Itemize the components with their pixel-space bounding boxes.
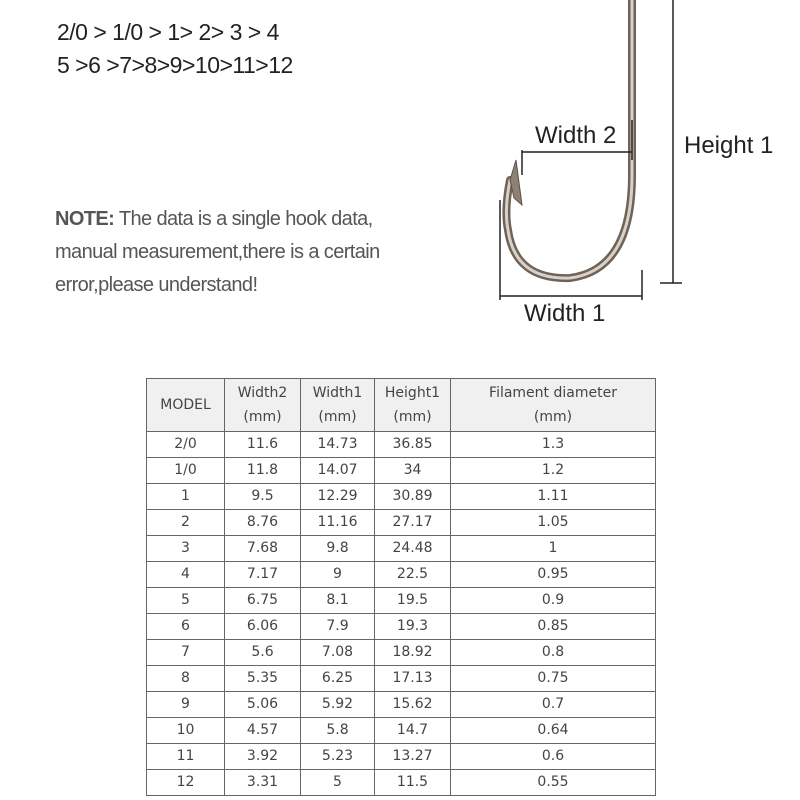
cell-height1: 34: [375, 458, 451, 484]
cell-model: 1: [147, 484, 225, 510]
cell-model: 8: [147, 666, 225, 692]
cell-model: 3: [147, 536, 225, 562]
note-label: NOTE:: [55, 208, 115, 230]
cell-width2: 6.75: [225, 588, 301, 614]
cell-height1: 27.17: [375, 510, 451, 536]
cell-height1: 30.89: [375, 484, 451, 510]
cell-filament-diameter: 1.2: [451, 458, 656, 484]
cell-model: 4: [147, 562, 225, 588]
table-row: [147, 562, 656, 588]
cell-model: 1/0: [147, 458, 225, 484]
header-label: Filament diameter: [489, 385, 617, 401]
cell-filament-diameter: 1.11: [451, 484, 656, 510]
cell-width2: 8.76: [225, 510, 301, 536]
table-row: [147, 484, 656, 510]
hook-dimension-diagram: [480, 0, 800, 340]
table-header-row: [147, 379, 656, 432]
cell-width1: 5.8: [301, 718, 375, 744]
header-unit: (mm): [533, 409, 573, 425]
header-unit: (mm): [318, 409, 357, 425]
cell-width1: 5.23: [301, 744, 375, 770]
size-order-text: [57, 16, 293, 82]
cell-height1: 15.62: [375, 692, 451, 718]
cell-filament-diameter: 0.85: [451, 614, 656, 640]
cell-height1: 22.5: [375, 562, 451, 588]
cell-width2: 5.35: [225, 666, 301, 692]
cell-filament-diameter: 0.6: [451, 744, 656, 770]
cell-width2: 7.68: [225, 536, 301, 562]
cell-height1: 36.85: [375, 432, 451, 458]
table-row: [147, 718, 656, 744]
cell-height1: 19.3: [375, 614, 451, 640]
hook-illustration: [480, 0, 800, 340]
cell-width1: 14.73: [301, 432, 375, 458]
cell-filament-diameter: 0.64: [451, 718, 656, 744]
table-row: [147, 640, 656, 666]
table-row: [147, 588, 656, 614]
cell-width2: 3.31: [225, 770, 301, 796]
note-block: [55, 203, 415, 302]
cell-width2: 4.57: [225, 718, 301, 744]
cell-width1: 11.16: [301, 510, 375, 536]
header-unit: (mm): [393, 409, 432, 425]
table-row: [147, 510, 656, 536]
cell-width2: 9.5: [225, 484, 301, 510]
cell-width2: 7.17: [225, 562, 301, 588]
cell-model: 11: [147, 744, 225, 770]
cell-width1: 12.29: [301, 484, 375, 510]
header-width1: [301, 379, 375, 432]
cell-model: 2/0: [147, 432, 225, 458]
cell-width1: 9.8: [301, 536, 375, 562]
cell-height1: 14.7: [375, 718, 451, 744]
cell-filament-diameter: 1.05: [451, 510, 656, 536]
header-width2: [225, 379, 301, 432]
cell-width1: 8.1: [301, 588, 375, 614]
cell-width2: 3.92: [225, 744, 301, 770]
table-row: [147, 770, 656, 796]
cell-filament-diameter: 0.7: [451, 692, 656, 718]
cell-width2: 11.8: [225, 458, 301, 484]
cell-width1: 6.25: [301, 666, 375, 692]
hook-point: [510, 160, 522, 205]
cell-width1: 7.9: [301, 614, 375, 640]
cell-model: 6: [147, 614, 225, 640]
table-row: [147, 458, 656, 484]
cell-model: 10: [147, 718, 225, 744]
cell-width1: 5.92: [301, 692, 375, 718]
table-row: [147, 614, 656, 640]
cell-width2: 5.6: [225, 640, 301, 666]
cell-width2: 6.06: [225, 614, 301, 640]
cell-width1: 5: [301, 770, 375, 796]
cell-height1: 11.5: [375, 770, 451, 796]
header-filament-diameter: [451, 379, 656, 432]
cell-model: 2: [147, 510, 225, 536]
header-height1: [375, 379, 451, 432]
header-unit: (mm): [243, 409, 282, 425]
cell-width2: 11.6: [225, 432, 301, 458]
cell-height1: 19.5: [375, 588, 451, 614]
cell-filament-diameter: 0.55: [451, 770, 656, 796]
cell-height1: 17.13: [375, 666, 451, 692]
size-order-line-1: 2/0 > 1/0 > 1> 2> 3 > 4: [57, 19, 279, 45]
cell-model: 5: [147, 588, 225, 614]
table-row: [147, 744, 656, 770]
table-row: [147, 666, 656, 692]
cell-width1: 14.07: [301, 458, 375, 484]
hook-size-table: [146, 378, 655, 796]
cell-model: 9: [147, 692, 225, 718]
header-label: Width1: [312, 385, 363, 401]
header-label: Width2: [237, 385, 288, 401]
header-label: Height1: [384, 385, 441, 401]
cell-filament-diameter: 0.8: [451, 640, 656, 666]
cell-height1: 13.27: [375, 744, 451, 770]
width2-label: Width 2: [535, 122, 617, 149]
cell-filament-diameter: 1: [451, 536, 656, 562]
cell-height1: 24.48: [375, 536, 451, 562]
table-row: [147, 432, 656, 458]
note-text: The data is a single hook data, manual measurement,there is a certain error,please understand!: [55, 208, 380, 296]
cell-height1: 18.92: [375, 640, 451, 666]
table-row: [147, 692, 656, 718]
cell-filament-diameter: 0.95: [451, 562, 656, 588]
cell-model: 7: [147, 640, 225, 666]
cell-model: 12: [147, 770, 225, 796]
header-model: [147, 379, 225, 432]
cell-width1: 7.08: [301, 640, 375, 666]
size-order-line-2: 5 >6 >7>8>9>10>11>12: [57, 52, 293, 78]
table-row: [147, 536, 656, 562]
cell-filament-diameter: 0.9: [451, 588, 656, 614]
header-label: MODEL: [160, 397, 211, 413]
width1-label: Width 1: [524, 300, 606, 327]
height1-label: Height 1: [684, 132, 774, 159]
cell-filament-diameter: 0.75: [451, 666, 656, 692]
cell-filament-diameter: 1.3: [451, 432, 656, 458]
cell-width1: 9: [301, 562, 375, 588]
cell-width2: 5.06: [225, 692, 301, 718]
